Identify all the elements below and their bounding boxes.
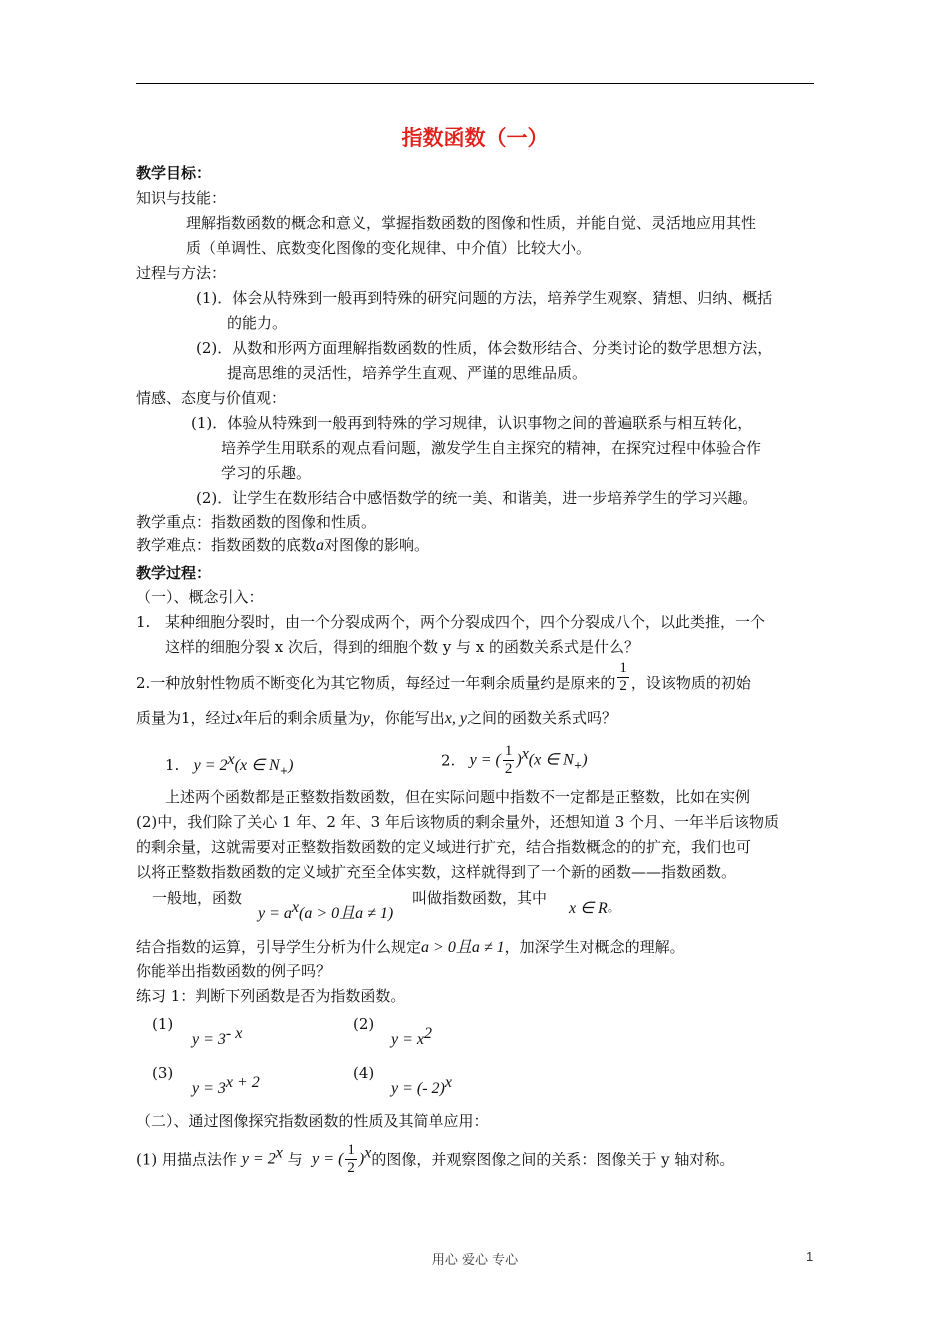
answer-1: 1. $y = 2^x(x$ ∈ $N_+$) <box>165 751 294 777</box>
process-heading: 教学过程： <box>136 564 212 582</box>
combine-line: 结合指数的运算，引导学生分析为什么规定a > 0且a ≠ 1，加深学生对概念的理解。 <box>136 938 685 956</box>
process-1b: 的能力。 <box>227 314 288 332</box>
question-1-line-2: 这样的细胞分裂 x 次后，得到的细胞个数 y 与 x 的函数关系式是什么？ <box>165 638 640 656</box>
exercise-3-label: (3) <box>152 1064 174 1082</box>
emotion-1b: 培养学生用联系的观点看问题，激发学生自主探究的精神，在探究过程中体验合作 <box>221 439 762 457</box>
emotion-label: 情感、态度与价值观： <box>136 389 287 407</box>
fraction-one-half: $\frac{1}{2}$ <box>347 1142 355 1176</box>
exercise-4-label: (4) <box>353 1064 375 1082</box>
goals-heading: 教学目标： <box>136 164 212 182</box>
paragraph-line-1: 上述两个函数都是正整数指数函数，但在实际问题中指数不一定都是正整数，比如在实例 <box>165 788 751 806</box>
section-2-heading: （二）、通过图像探究指数函数的性质及其简单应用： <box>136 1112 489 1130</box>
emotion-1c: 学习的乐趣。 <box>221 464 312 482</box>
exercise-1-expr: $y = 3^{- x}$ <box>192 1025 243 1048</box>
question-1-line-1: 某种细胞分裂时，由一个分裂成两个，两个分裂成四个，四个分裂成八个，以此类推，一个 <box>165 613 766 631</box>
process-1a: (1)．体会从特殊到一般再到特殊的研究问题的方法，培养学生观察、猜想、归纳、概括 <box>196 289 773 307</box>
fraction-one-half: $\frac{1}{2}$ <box>619 659 627 694</box>
difficulty: 教学难点：指数函数的底数a对图像的影响。 <box>136 536 430 554</box>
definition-expr: $y = a^x(a > 0$且a ≠ 1) <box>258 899 394 922</box>
page-title: 指数函数（一） <box>401 126 549 150</box>
answer-2: 2. y = ( $\frac{1}{2}$ )$^x$(x ∈ $N_+$) <box>441 743 588 777</box>
process-2a: (2)．从数和形两方面理解指数函数的性质，体会数形结合、分类讨论的数学思想方法， <box>196 339 773 357</box>
emotion-1a: (1)．体验从特殊到一般再到特殊的学习规律，认识事物之间的普遍联系与相互转化， <box>191 414 753 432</box>
footer-text: 用心 爱心 专心 <box>431 1253 519 1268</box>
emotion-2: (2)．让学生在数形结合中感悟数学的统一美、和谐美，进一步培养学生的学习兴趣。 <box>196 489 758 507</box>
process-2b: 提高思维的灵活性，培养学生直观、严谨的思维品质。 <box>227 364 588 382</box>
knowledge-line-1: 理解指数函数的概念和意义，掌握指数函数的图像和性质，并能自觉、灵活地应用其性 <box>186 214 757 232</box>
exercise-heading: 练习 1：判断下列函数是否为指数函数。 <box>136 987 406 1005</box>
exercise-2-expr: $y = x^2$ <box>391 1025 432 1048</box>
exercise-3-expr: $y = 3^{x + 2}$ <box>192 1074 260 1097</box>
question-2-line-2: 质量为1，经过x年后的剩余质量为y，你能写出x, y之间的函数关系式吗？ <box>136 709 618 727</box>
definition-mid: 叫做指数函数，其中 <box>412 889 548 907</box>
paragraph-line-2: (2)中，我们除了关心 1 年、2 年、3 年后该物质的剩余量外，还想知道 3 个月、一年半后该物质 <box>136 813 780 831</box>
exercise-2-label: (2) <box>353 1015 375 1033</box>
fraction-one-half: $\frac{1}{2}$ <box>504 743 513 777</box>
question-1-number: 1. <box>136 613 151 631</box>
example-question: 你能举出指数函数的例子吗？ <box>136 962 332 980</box>
exercise-4-expr: y = (- 2)$^x$ <box>391 1074 452 1097</box>
process-label: 过程与方法： <box>136 264 227 282</box>
definition-domain: x ∈ R。 <box>569 900 619 917</box>
page-number: 1 <box>806 1249 814 1264</box>
question-2-line-1: 2.一种放射性物质不断变化为其它物质，每经过一年剩余质量约是原来的 $\frac{1}{2}$ ，设该物质的初始 <box>136 659 751 694</box>
section-1-heading: （一）、概念引入： <box>136 588 264 606</box>
knowledge-label: 知识与技能： <box>136 189 227 207</box>
plot-instruction: (1) 用描点法作 $y = 2^x$ 与 y = ( $\frac{1}{2}$ )$^x$的图像，并观察图像之间的关系：图像关于 y 轴对称。 <box>136 1142 735 1176</box>
exercise-1-label: (1) <box>152 1015 174 1033</box>
key-point: 教学重点：指数函数的图像和性质。 <box>136 513 377 531</box>
header-rule <box>136 83 814 84</box>
definition-pre: 一般地，函数 <box>152 889 243 907</box>
paragraph-line-4: 以将正整数指数函数的定义域扩充至全体实数，这样就得到了一个新的函数——指数函数。 <box>136 863 737 881</box>
paragraph-line-3: 的剩余量，这就需要对正整数指数函数的定义域进行扩充，结合指数概念的的扩充，我们也可 <box>136 838 752 856</box>
knowledge-line-2: 质（单调性、底数变化图像的变化规律、中介值）比较大小。 <box>186 239 592 257</box>
